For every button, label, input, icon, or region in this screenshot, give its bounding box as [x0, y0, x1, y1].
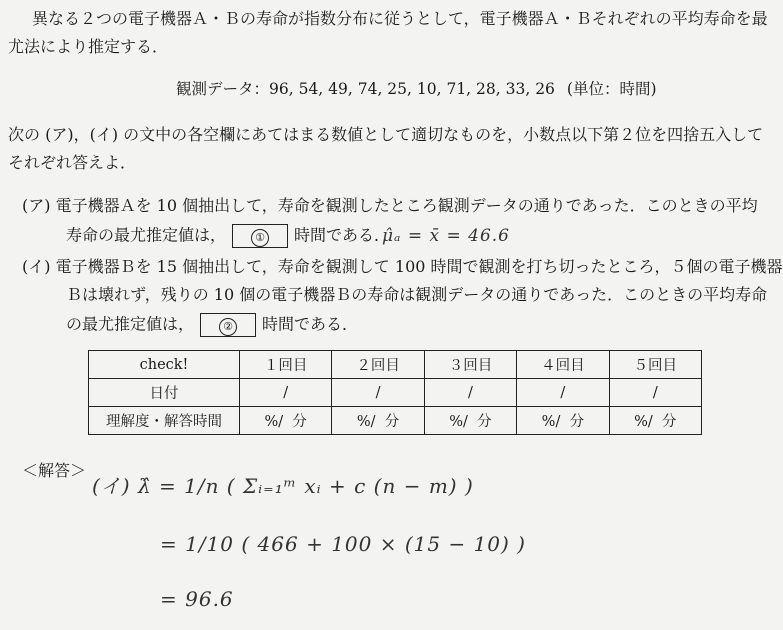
question-line-2: それぞれ答えよ． — [8, 153, 137, 172]
blank-2-box — [200, 313, 256, 337]
column-header: １回目 — [240, 351, 332, 379]
column-header: ５回目 — [609, 351, 701, 379]
item-a-label: (ア) — [22, 196, 51, 215]
handwritten-line-3: = 96.6 — [160, 587, 234, 611]
minute-mark: 分 — [292, 414, 307, 430]
percent-mark: %/ — [634, 414, 653, 430]
item-a-text-2: 寿命の最尤推定値は， — [66, 225, 227, 245]
column-header: ４回目 — [517, 351, 609, 379]
percent-mark: %/ — [356, 414, 376, 430]
item-b-label: (イ) — [22, 257, 51, 276]
intro-line-1: 異なる２つの電子機器Ａ・Ｂの寿命が指数分布に従うとして，電子機器Ａ・Ｂそれぞれの平均寿命を最 — [32, 9, 768, 28]
item-a-line-2 — [66, 224, 390, 248]
table-corner: check! — [89, 351, 240, 379]
date-cell[interactable]: / — [332, 379, 424, 407]
check-table — [88, 350, 702, 435]
intro-line-2: 尤法により推定する． — [8, 37, 169, 56]
minute-mark: 分 — [661, 414, 677, 430]
item-b-text-4: 時間である． — [262, 314, 359, 334]
understanding-cell[interactable] — [609, 407, 701, 435]
understanding-cell[interactable] — [424, 407, 516, 435]
observation-data — [176, 78, 657, 100]
date-cell[interactable]: / — [609, 379, 701, 407]
percent-mark: %/ — [541, 414, 561, 430]
column-header: ２回目 — [332, 351, 424, 379]
understanding-cell[interactable] — [517, 407, 609, 435]
table-header-row — [89, 351, 702, 379]
blank-1-box — [232, 224, 288, 248]
observation-label: 観測データ：96, 54, 49, 74, 25, 10, 71, 28, 33, 26 — [176, 80, 555, 98]
item-a-text-3: 時間である． — [294, 225, 391, 245]
blank-1-number: ① — [251, 229, 269, 247]
item-b-line-1 — [22, 256, 783, 278]
date-cell[interactable]: / — [517, 379, 609, 407]
date-cell[interactable]: / — [424, 379, 516, 407]
minute-mark: 分 — [384, 414, 400, 430]
row-header-understanding: 理解度・解答時間 — [89, 407, 240, 435]
item-a-line-1 — [22, 195, 758, 217]
understanding-cell[interactable] — [332, 407, 424, 435]
percent-mark: %/ — [264, 414, 284, 430]
answer-heading: ＜解答＞ — [22, 461, 87, 480]
row-header-date: 日付 — [89, 379, 240, 407]
column-header: ３回目 — [424, 351, 516, 379]
item-b-line-2: Ｂは壊れず，残りの 10 個の電子機器Ｂの寿命は観測データの通りであった．このときの平均寿命 — [66, 285, 768, 304]
understanding-cell[interactable] — [240, 407, 332, 435]
table-row-date — [89, 379, 702, 407]
handwritten-line-1: (イ) λ̂ = 1/n ( Σᵢ₌₁ᵐ xᵢ + c (n − m) ) — [92, 474, 474, 498]
observation-unit: (単位：時間) — [566, 80, 657, 98]
table-row-understanding — [89, 407, 702, 435]
handwritten-answer-a: μ̂ₐ = x̄ = 46.6 — [382, 226, 510, 246]
handwritten-line-2: = 1/10 ( 466 + 100 × (15 − 10) ) — [160, 532, 526, 556]
question-line-1: 次の (ア)，(イ) の文中の各空欄にあてはまる数値として適切なものを，小数点以下第２位を四捨五入して — [8, 125, 764, 144]
item-b-text-3: の最尤推定値は， — [66, 314, 195, 334]
minute-mark: 分 — [477, 414, 492, 430]
item-a-text-1: 電子機器Ａを 10 個抽出して，寿命を観測したところ観測データの通りであった．このときの平均 — [55, 196, 758, 215]
item-b-line-3 — [66, 313, 358, 337]
date-cell[interactable]: / — [240, 379, 332, 407]
item-b-text-1: 電子機器Ｂを 15 個抽出して，寿命を観測して 100 時間で観測を打ち切ったところ，５個の電子機器 — [55, 257, 783, 276]
minute-mark: 分 — [569, 414, 585, 430]
percent-mark: %/ — [449, 414, 468, 430]
blank-2-number: ② — [219, 318, 237, 336]
